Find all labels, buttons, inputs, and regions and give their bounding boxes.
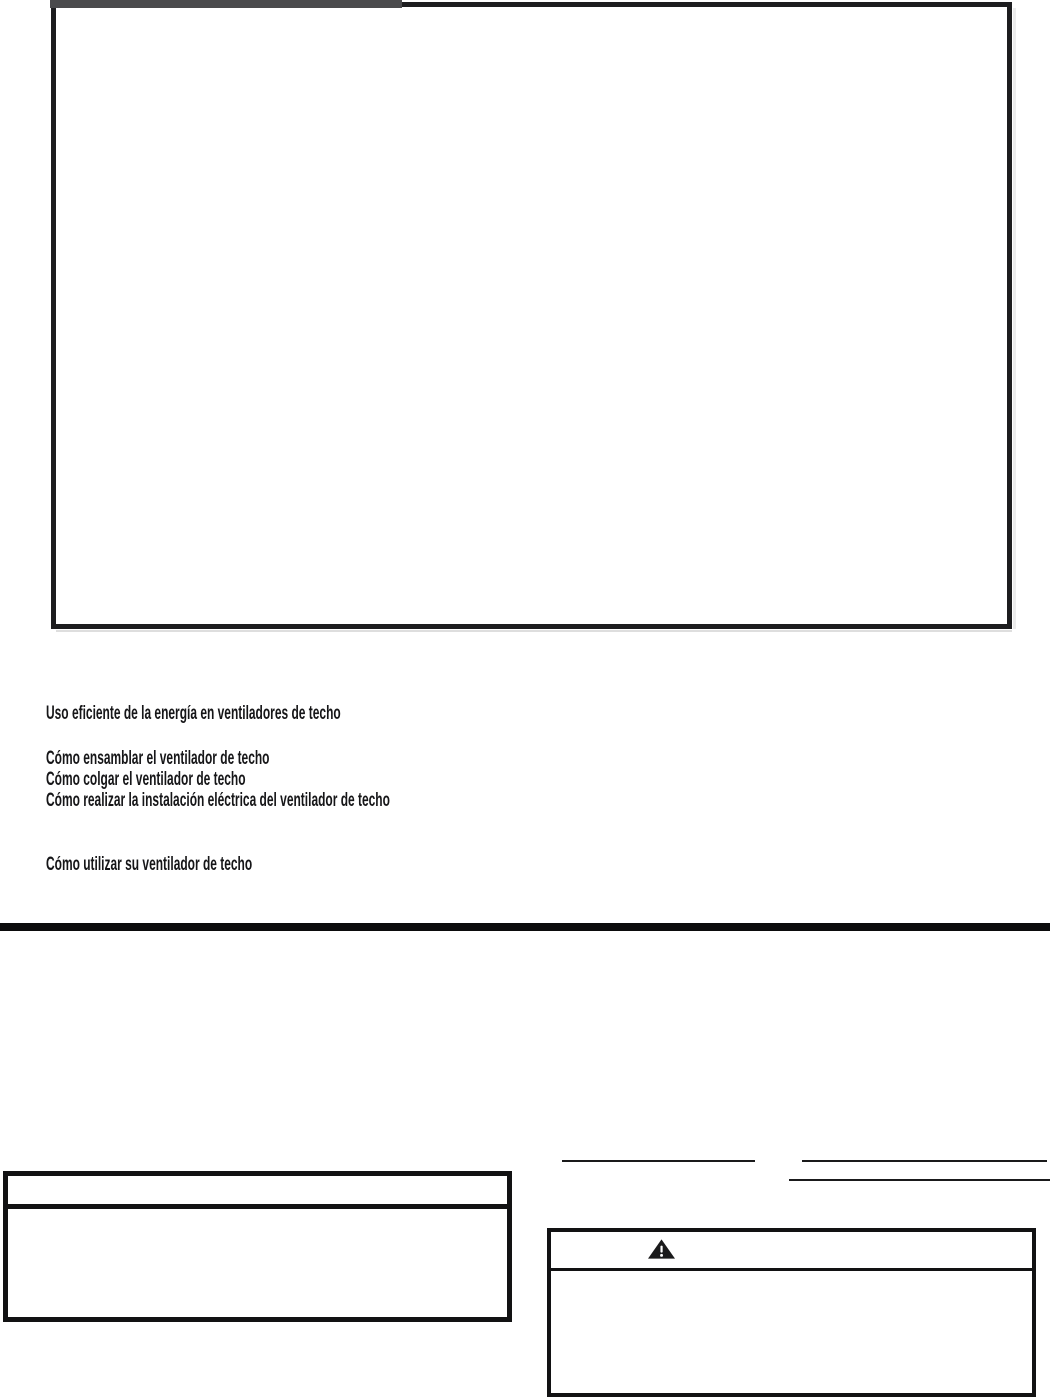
toc-item-assemble-fan: Cómo ensamblar el ventilador de techo [46, 748, 270, 769]
signature-line-right-top [802, 1160, 1047, 1162]
toc-item-use-fan: Cómo utilizar su ventilador de techo [46, 854, 253, 875]
scan-artifact-bottom-shadow [56, 630, 1012, 632]
illustration-placeholder-box [51, 2, 1012, 629]
warning-triangle-icon [648, 1239, 675, 1259]
signature-line-left [562, 1160, 755, 1162]
toc-item-energy-efficiency: Uso eficiente de la energía en ventiladores de techo [46, 703, 341, 724]
section-divider-bar [0, 923, 1050, 931]
signature-line-right-bottom [789, 1179, 1050, 1181]
toc-item-hang-fan: Cómo colgar el ventilador de techo [46, 769, 246, 790]
warning-box-header [551, 1232, 1032, 1271]
scan-artifact-top-bar [50, 0, 402, 8]
warning-box [547, 1228, 1036, 1397]
notes-table-box [3, 1171, 512, 1322]
scan-artifact-right-shadow [1013, 8, 1016, 629]
warning-box-body [551, 1271, 1032, 1393]
notes-table-body [8, 1209, 507, 1317]
notes-table-header-row [8, 1176, 507, 1209]
toc-item-electrical-install: Cómo realizar la instalación eléctrica del ventilador de techo [46, 790, 390, 811]
